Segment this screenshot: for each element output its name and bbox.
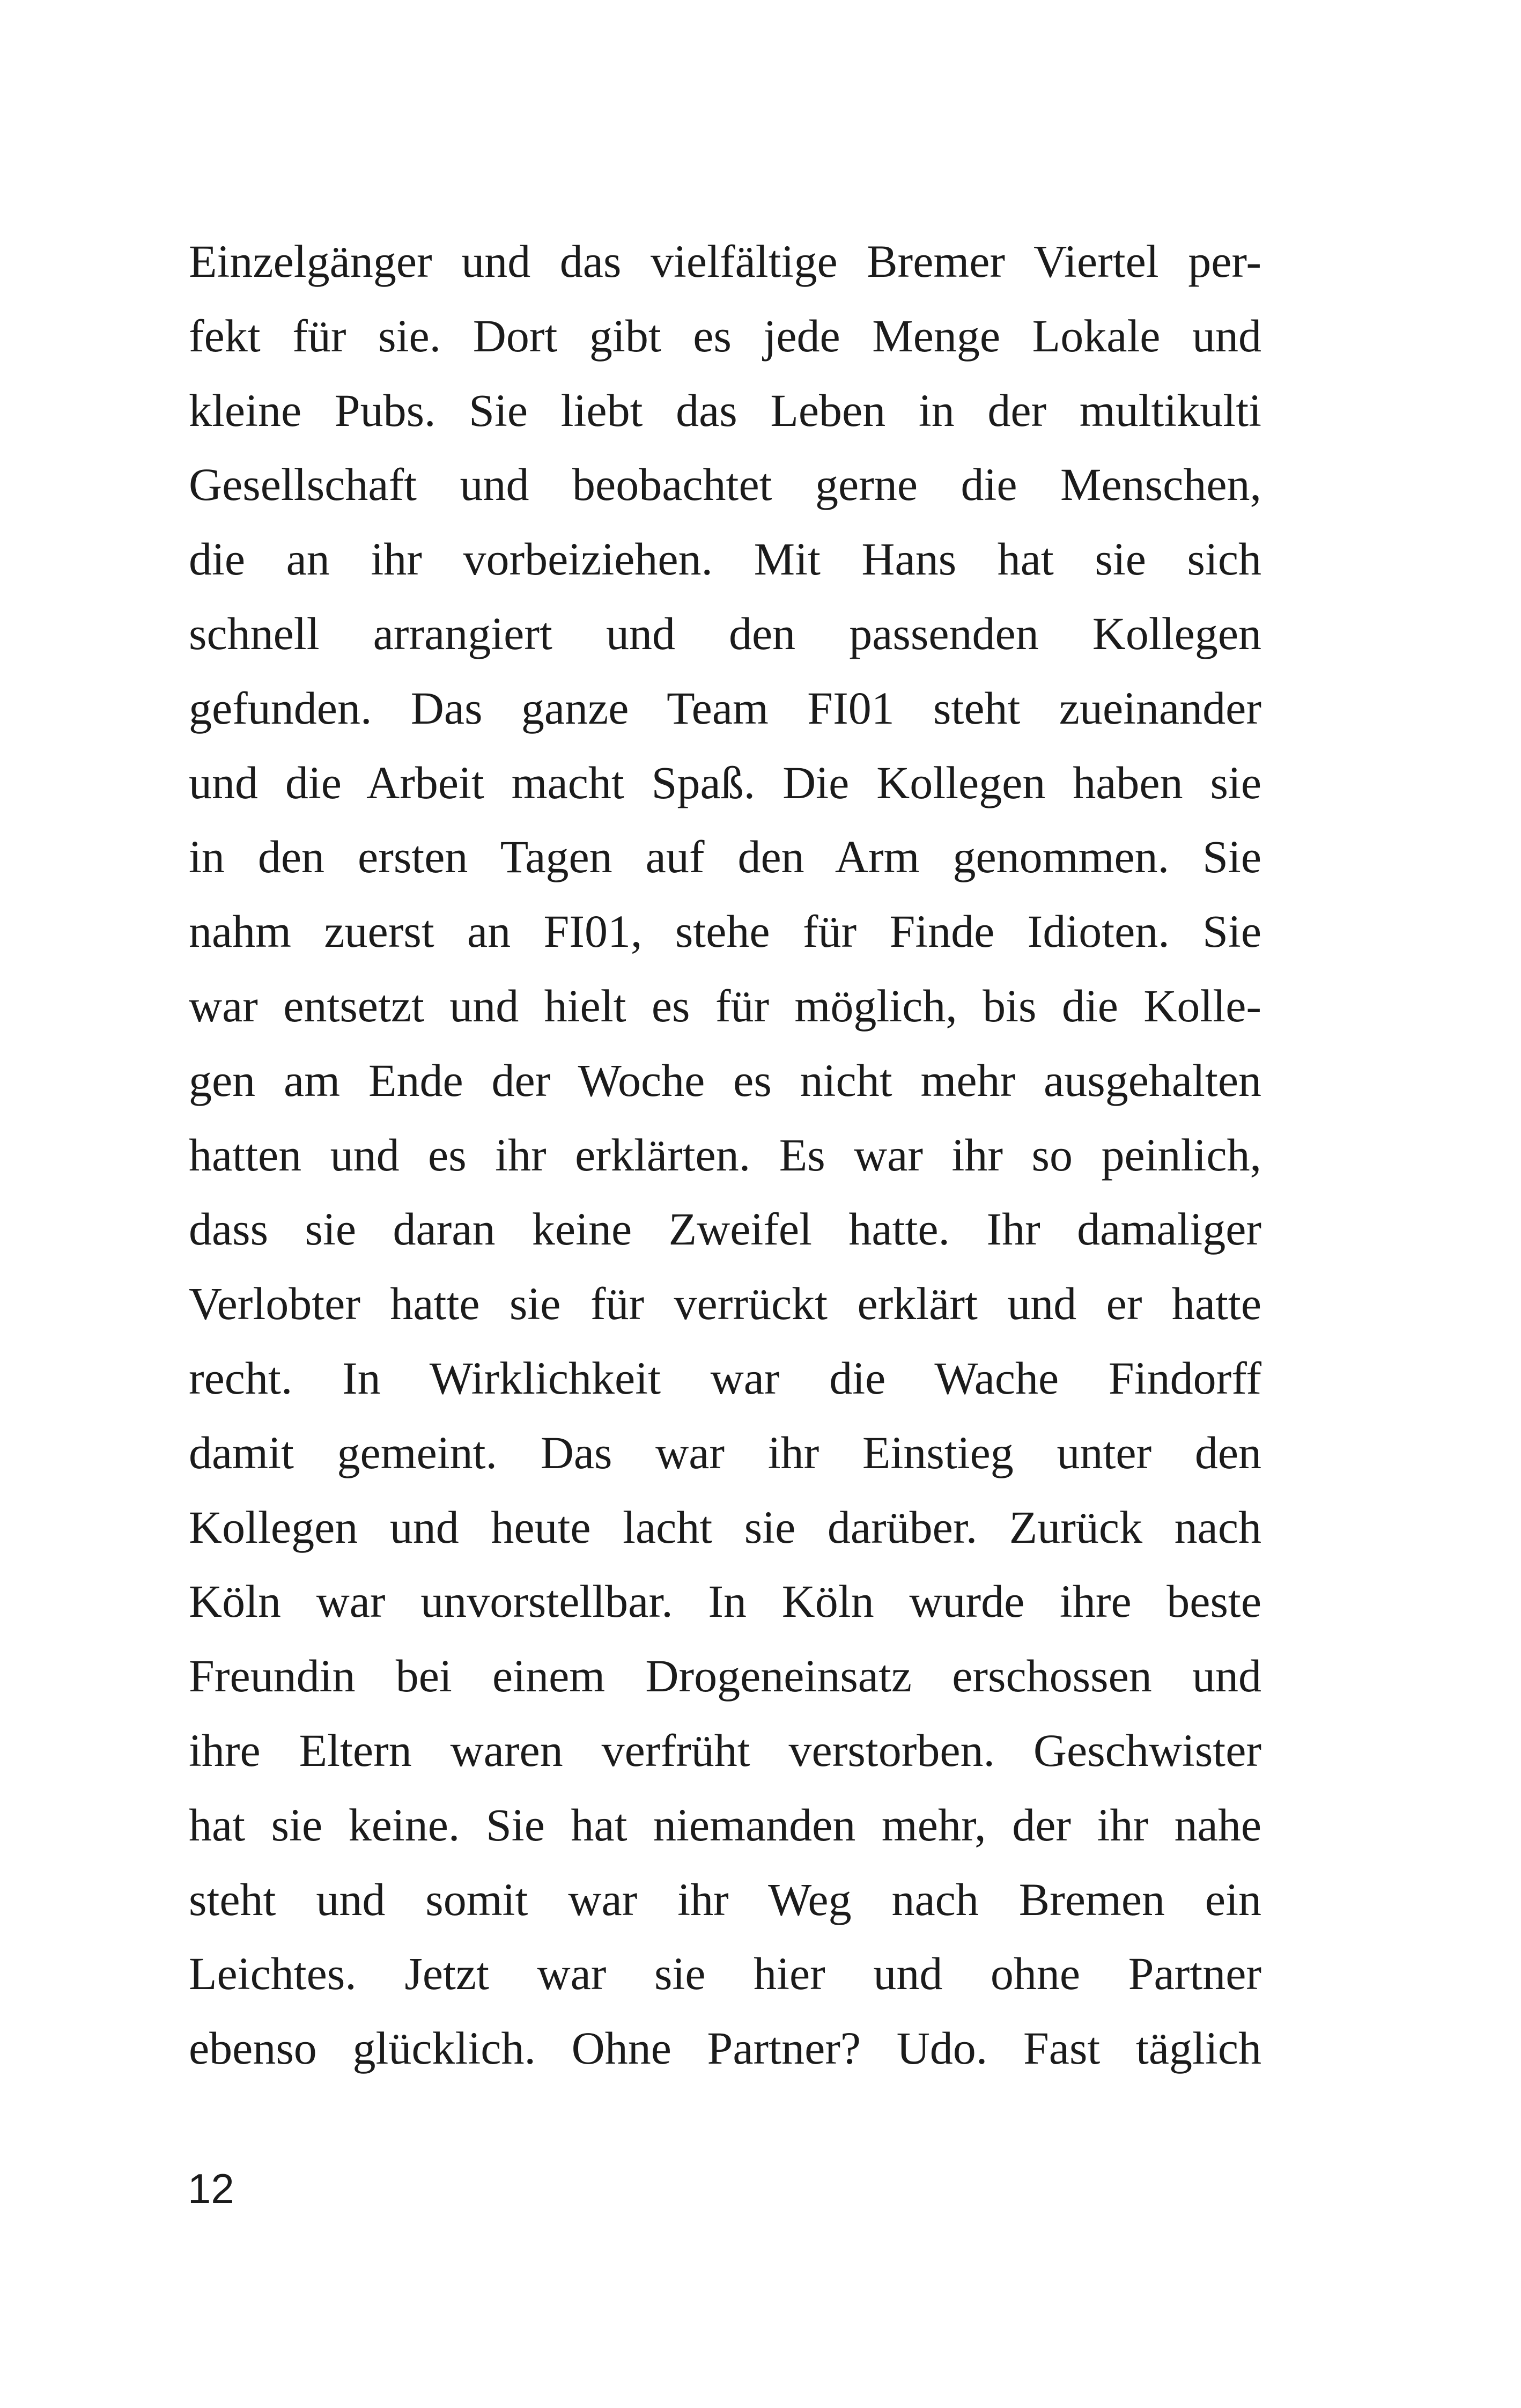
- text-line: Verlobter hatte sie für verrückt erklärt und er hatte: [189, 1278, 1261, 1330]
- text-line: fekt für sie. Dort gibt es jede Menge Lokale und: [189, 310, 1261, 362]
- text-line: gen am Ende der Woche es nicht mehr ausgehalten: [189, 1054, 1261, 1106]
- text-line: hatten und es ihr erklärten. Es war ihr so peinlich,: [189, 1129, 1261, 1181]
- text-line: Kollegen und heute lacht sie darüber. Zurück nach: [189, 1501, 1261, 1553]
- text-line: damit gemeint. Das war ihr Einstieg unter den: [189, 1426, 1261, 1478]
- text-line: Leichtes. Jetzt war sie hier und ohne Partner: [189, 1948, 1261, 2000]
- text-line: hat sie keine. Sie hat niemanden mehr, der ihr nahe: [189, 1799, 1261, 1851]
- text-line: dass sie daran keine Zweifel hatte. Ihr damaliger: [189, 1203, 1261, 1255]
- body-text: [189, 224, 1261, 2086]
- text-line: nahm zuerst an FI01, stehe für Finde Idioten. Sie: [189, 905, 1261, 958]
- text-line: die an ihr vorbeiziehen. Mit Hans hat sie sich: [189, 533, 1261, 585]
- page-number: 12: [188, 2165, 234, 2212]
- text-line: und die Arbeit macht Spaß. Die Kollegen haben sie: [189, 756, 1261, 808]
- text-line: Gesellschaft und beobachtet gerne die Menschen,: [189, 459, 1261, 511]
- text-line: gefunden. Das ganze Team FI01 steht zueinander: [189, 682, 1261, 734]
- text-line: steht und somit war ihr Weg nach Bremen ein: [189, 1873, 1261, 1925]
- text-line: Freundin bei einem Drogeneinsatz erschossen und: [189, 1650, 1261, 1702]
- text-line: ebenso glücklich. Ohne Partner? Udo. Fast täglich: [189, 2022, 1261, 2074]
- text-line: ihre Eltern waren verfrüht verstorben. Geschwister: [189, 1724, 1261, 1776]
- text-line: in den ersten Tagen auf den Arm genommen. Sie: [189, 831, 1261, 883]
- text-line: Köln war unvorstellbar. In Köln wurde ihre beste: [189, 1575, 1261, 1628]
- text-line: schnell arrangiert und den passenden Kollegen: [189, 607, 1261, 659]
- text-line: war entsetzt und hielt es für möglich, bis die Kolle-: [189, 980, 1261, 1032]
- text-line: kleine Pubs. Sie liebt das Leben in der multikulti: [189, 384, 1261, 436]
- text-line: Einzelgänger und das vielfältige Bremer Viertel per-: [189, 235, 1261, 287]
- text-line: recht. In Wirklichkeit war die Wache Findorff: [189, 1352, 1261, 1404]
